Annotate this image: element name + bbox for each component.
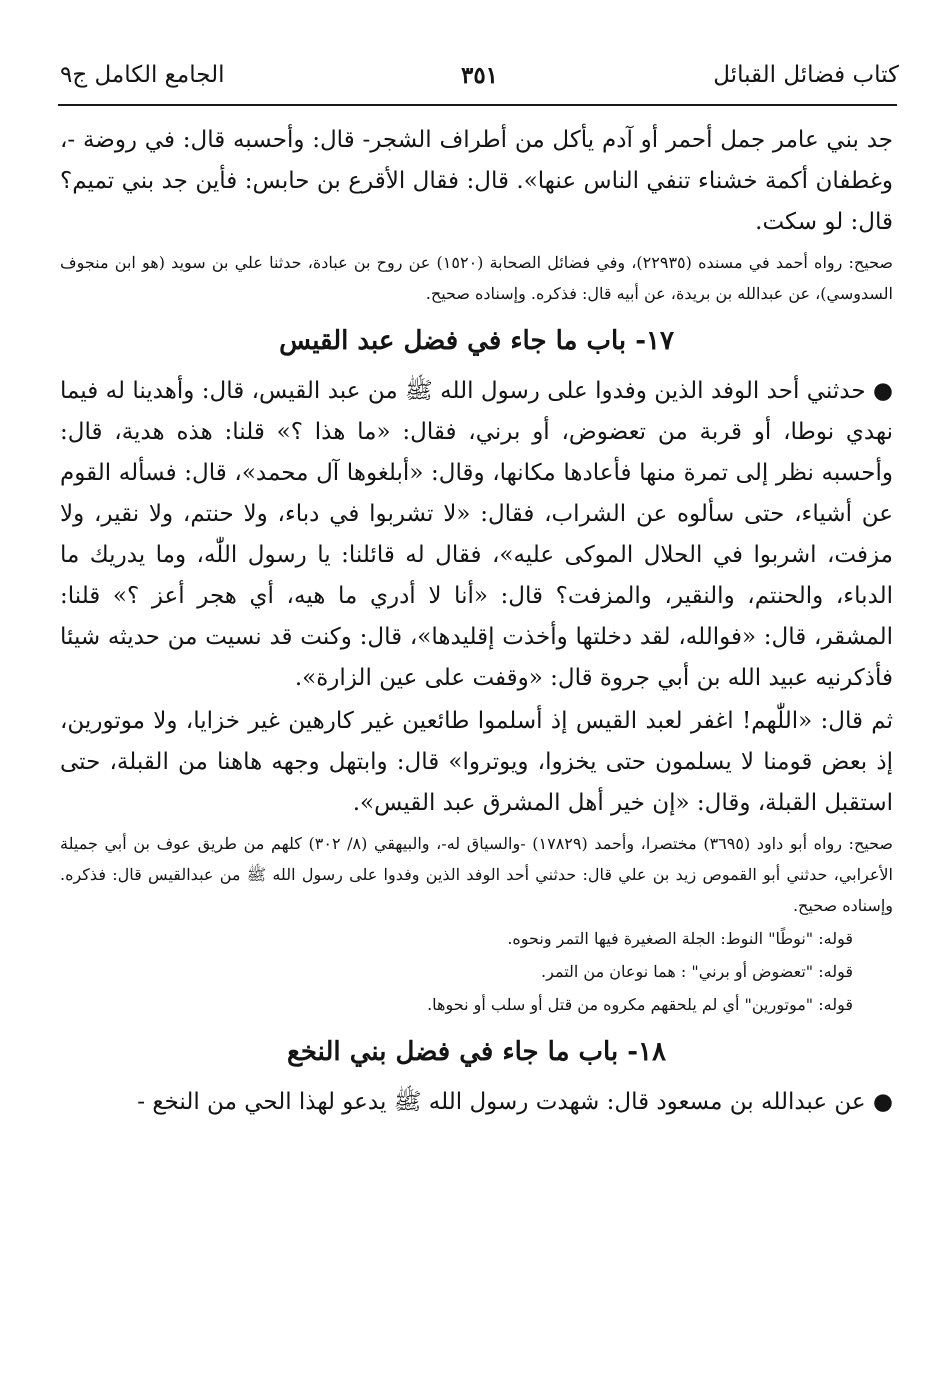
word-gloss: قوله: "تعضوض أو برني" : هما نوعان من التمر. [541, 962, 853, 981]
volume-title: الجامع الكامل ج٩ [60, 62, 225, 88]
running-header [60, 62, 899, 102]
takhrij-note: صحيح: رواه أحمد في مسنده (٢٢٩٣٥)، وفي فضائل الصحابة (١٥٢٠) عن روح بن عبادة، حدثنا علي بن سويد (هو ابن منجوف السدوسي)، عن عبدالله بن بريدة، عن أبيه قال: فذكره. وإسناده صحيح. [60, 253, 893, 303]
chapter-heading-17: ١٧- باب ما جاء في فضل عبد القيس [279, 326, 674, 356]
header-rule [58, 104, 897, 106]
hadith-text: ● حدثني أحد الوفد الذين وفدوا على رسول الله ﷺ من عبد القيس، قال: وأهدينا له فيما نهدي نوطا، أو قربة من تعضوض، أو برني، فقال: «ما هذا ؟» قلنا: هذه هدية، قال: وأحسبه نظر إلى تمرة منها فأعادها مكانها، وقال: «أبلغوها آل محمد»، قال: فسأله القوم عن أشياء، حتى سألوه عن الشراب، فقال: «لا تشربوا في دباء، ولا حنتم، ولا نقير، ولا مزفت، اشربوا في الحلال الموكى عليه»، فقال له قائلنا: يا رسول اللّٰه، وما يدريك ما الدباء، والحنتم، والنقير، والمزفت؟ قال: «أنا لا أدري ما هيه، أي هجر أعز ؟» قلنا: المشقر، قال: «فوالله، لقد دخلتها وأخذت إقليدها»، قال: وكنت قد نسيت من حديثه شيئا فأذكرنيه عبيد الله بن أبي جروة قال: «وقفت على عين الزارة». [60, 378, 893, 691]
word-gloss: قوله: "موتورين" أي لم يلحقهم مكروه من قتل أو سلب أو نحوها. [427, 995, 853, 1014]
hadith-text: ثم قال: «اللّٰهم! اغفر لعبد القيس إذ أسلموا طائعين غير كارهين غير خزايا، ولا موتورين، إذ بعض قومنا لا يسلمون حتى يخزوا، ويوتروا» قال: وابتهل وجهه هاهنا من القبلة، حتى استقبل القبلة، وقال: «إن خير أهل المشرق عبد القيس». [60, 708, 893, 816]
word-gloss: قوله: "نوطًا" النوط: الجلة الصغيرة فيها التمر ونحوه. [507, 929, 853, 948]
page-content [60, 120, 893, 1123]
page-number: ٣٥١ [460, 62, 499, 89]
takhrij-note: صحيح: رواه أبو داود (٣٦٩٥) مختصرا، وأحمد (١٧٨٢٩) -والسياق له-، والبيهقي (٨/ ٣٠٢) كلهم من طريق عوف بن أبي جميلة الأعرابي، حدثني أبو القموص زيد بن علي قال: حدثني أحد الوفد الذين وفدوا على رسول الله ﷺ من عبدالقيس قال: فذكره. وإسناده صحيح. [60, 834, 894, 915]
hadith-text-continued: جد بني عامر جمل أحمر أو آدم يأكل من أطراف الشجر- قال: وأحسبه قال: في روضة -، وغطفان أكمة خشناء تنفي الناس عنها». قال: فقال الأقرع بن حابس: فأين جد بني تميم؟ قال: لو سكت. [60, 127, 893, 235]
book-title: كتاب فضائل القبائل [713, 62, 899, 88]
chapter-heading-18: ١٨- باب ما جاء في فضل بني النخع [287, 1037, 666, 1067]
hadith-text: ● عن عبدالله بن مسعود قال: شهدت رسول الله ﷺ يدعو لهذا الحي من النخع - [137, 1089, 893, 1115]
